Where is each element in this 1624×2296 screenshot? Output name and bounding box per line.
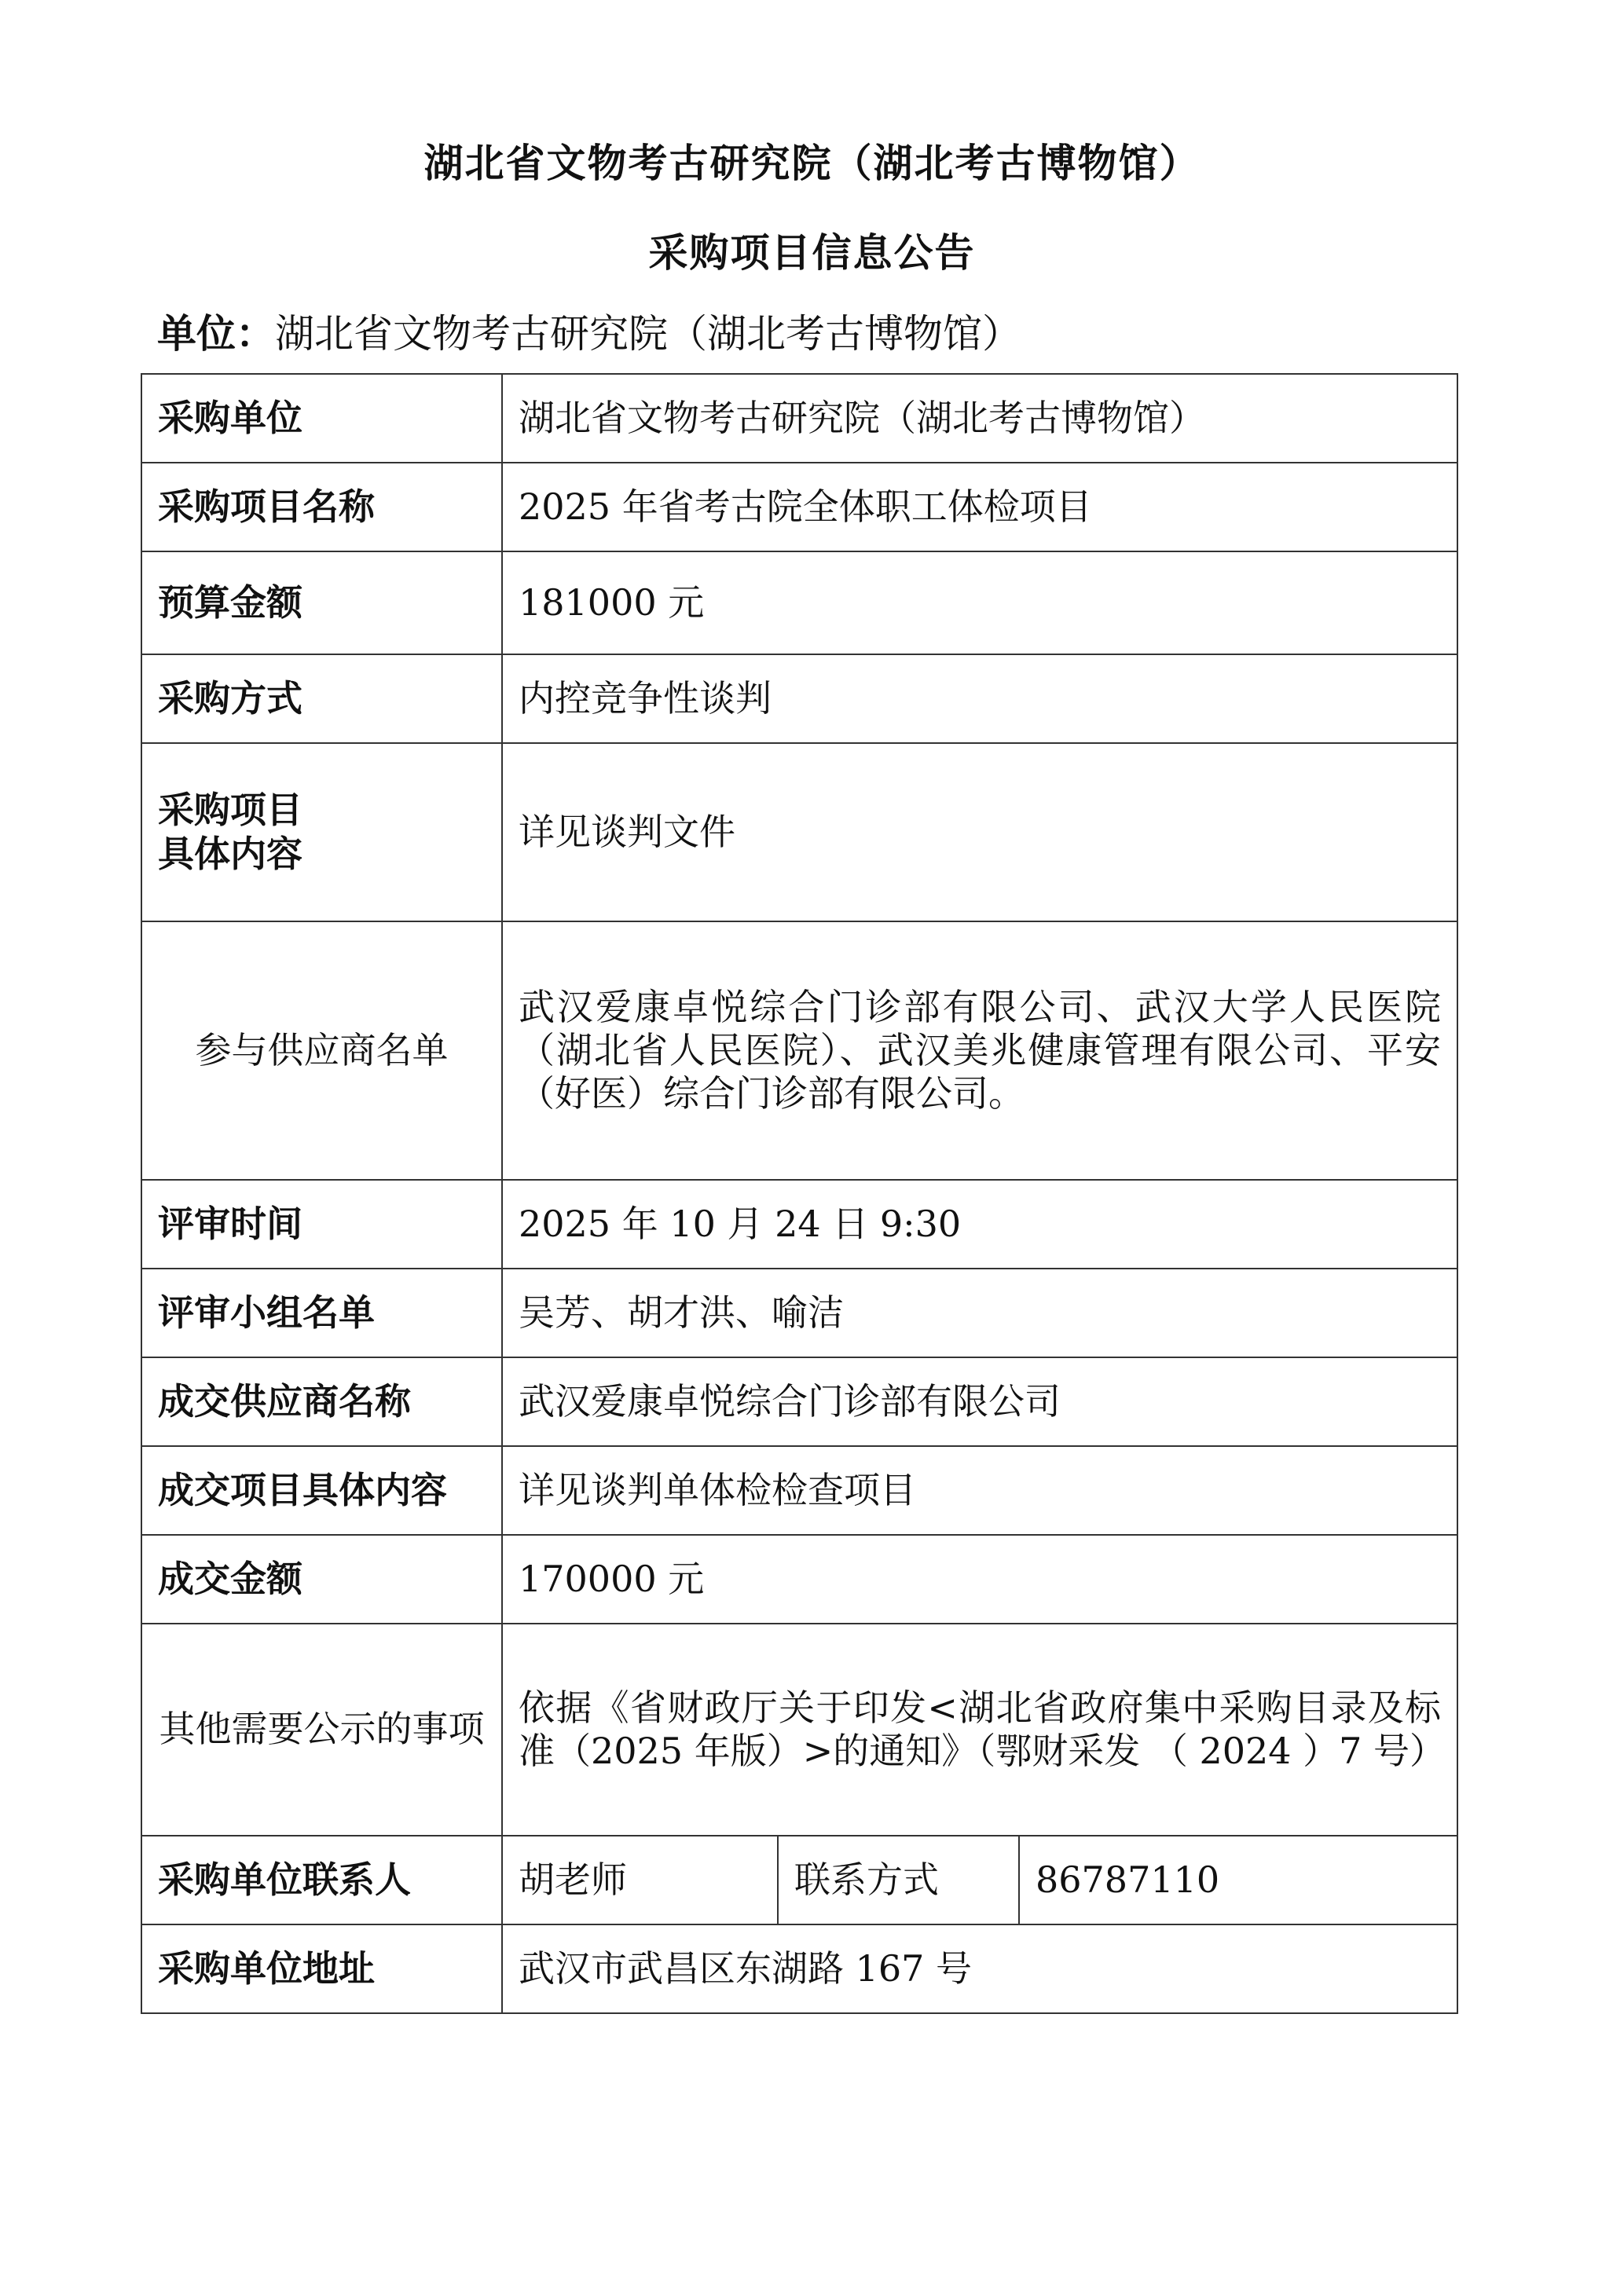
procurement-info-table	[141, 373, 1458, 2014]
table-row	[141, 1624, 1457, 1836]
budget-label: 预算金额	[141, 551, 502, 654]
budget-value: 181000 元	[502, 551, 1457, 654]
review-panel-label: 评审小组名单	[141, 1269, 502, 1357]
winner-content-value: 详见谈判单体检检查项目	[502, 1446, 1457, 1535]
content-label-line1: 采购项目	[158, 789, 302, 832]
table-row	[141, 1357, 1457, 1446]
document-title: 湖北省文物考古研究院（湖北考古博物馆）	[423, 140, 1201, 186]
review-time-value: 2025 年 10 月 24 日 9:30	[502, 1180, 1457, 1269]
other-value: 依据《省财政厅关于印发<湖北省政府集中采购目录及标准（2025 年版）>的通知》（鄂财采发 （ 2024 ）7 号）	[502, 1624, 1457, 1836]
suppliers-value: 武汉爱康卓悦综合门诊部有限公司、武汉大学人民医院（湖北省人民医院）、武汉美兆健康管理有限公司、平安（好医）综合门诊部有限公司。	[502, 921, 1457, 1180]
content-value: 详见谈判文件	[502, 743, 1457, 921]
project-name-value: 2025 年省考古院全体职工体检项目	[502, 463, 1457, 551]
table-row	[141, 1535, 1457, 1624]
suppliers-label: 参与供应商名单	[141, 921, 502, 1180]
table-row	[141, 374, 1457, 463]
method-value: 内控竞争性谈判	[502, 654, 1457, 743]
unit-value: 湖北省文物考古研究院（湖北考古博物馆）	[275, 311, 1021, 357]
table-row	[141, 1836, 1457, 1924]
table-row	[141, 921, 1457, 1180]
content-label-line2: 具体内容	[158, 832, 302, 875]
winner-content-label: 成交项目具体内容	[141, 1446, 502, 1535]
phone-label: 联系方式	[778, 1836, 1019, 1924]
table-row	[141, 1180, 1457, 1269]
winner-value: 武汉爱康卓悦综合门诊部有限公司	[502, 1357, 1457, 1446]
phone-value: 86787110	[1019, 1836, 1457, 1924]
method-label: 采购方式	[141, 654, 502, 743]
table-row	[141, 743, 1457, 921]
deal-amount-value: 170000 元	[502, 1535, 1457, 1624]
unit-label: 单位：	[157, 310, 275, 357]
table-row	[141, 551, 1457, 654]
review-panel-value: 吴芳、胡才洪、喻洁	[502, 1269, 1457, 1357]
review-time-label: 评审时间	[141, 1180, 502, 1269]
table-row	[141, 1924, 1457, 2013]
address-value: 武汉市武昌区东湖路 167 号	[502, 1924, 1457, 2013]
purchaser-label: 采购单位	[141, 374, 502, 463]
purchaser-value: 湖北省文物考古研究院（湖北考古博物馆）	[502, 374, 1457, 463]
table-row	[141, 463, 1457, 551]
other-label: 其他需要公示的事项	[141, 1624, 502, 1836]
unit-line	[157, 302, 1021, 359]
table-row	[141, 654, 1457, 743]
content-label	[141, 743, 502, 921]
contact-value: 胡老师	[502, 1836, 778, 1924]
deal-amount-label: 成交金额	[141, 1535, 502, 1624]
document-subtitle: 采购项目信息公告	[648, 229, 976, 276]
contact-label: 采购单位联系人	[141, 1836, 502, 1924]
table-row	[141, 1446, 1457, 1535]
table-row	[141, 1269, 1457, 1357]
project-name-label: 采购项目名称	[141, 463, 502, 551]
winner-label: 成交供应商名称	[141, 1357, 502, 1446]
address-label: 采购单位地址	[141, 1924, 502, 2013]
